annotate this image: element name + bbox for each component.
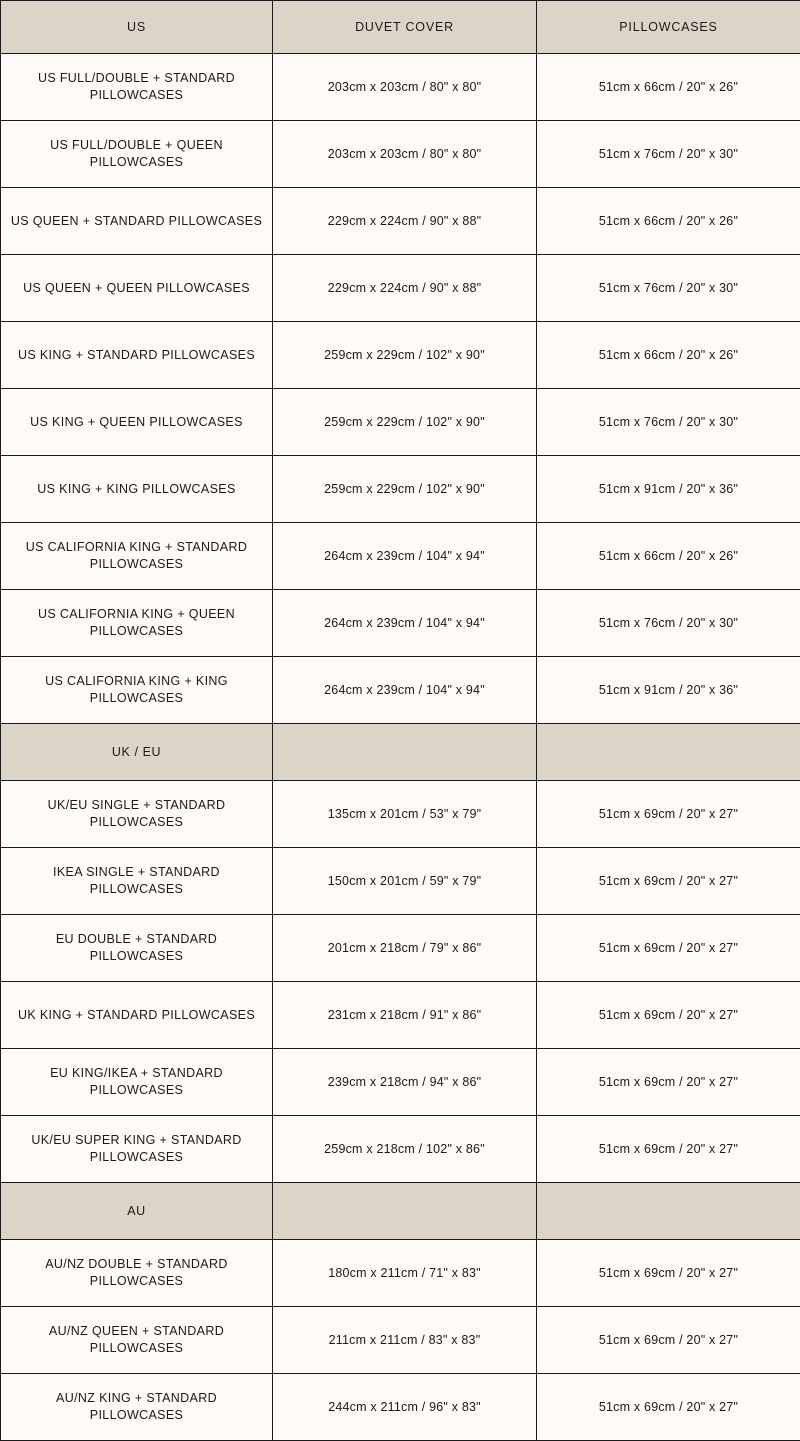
pillowcases-cell: 51cm x 91cm / 20" x 36" (537, 657, 800, 724)
size-name-cell: UK/EU SUPER KING + STANDARD PILLOWCASES (1, 1116, 273, 1183)
table-row (1, 982, 800, 1049)
table-row (1, 1049, 800, 1116)
table-row (1, 1116, 800, 1183)
pillowcases-cell: 51cm x 91cm / 20" x 36" (537, 456, 800, 523)
duvet-cover-cell: 239cm x 218cm / 94" x 86" (273, 1049, 537, 1116)
section-label-cell: AU (1, 1183, 273, 1240)
pillowcases-cell: 51cm x 69cm / 20" x 27" (537, 1240, 800, 1307)
table-row (1, 188, 800, 255)
column-header-duvet: DUVET COVER (273, 1, 537, 54)
table-row (1, 322, 800, 389)
size-name-cell: US CALIFORNIA KING + STANDARD PILLOWCASES (1, 523, 273, 590)
size-name-cell: US KING + STANDARD PILLOWCASES (1, 322, 273, 389)
empty-cell (537, 1183, 800, 1240)
duvet-cover-cell: 259cm x 229cm / 102" x 90" (273, 322, 537, 389)
table-section-row (1, 1183, 800, 1240)
size-name-cell: US KING + KING PILLOWCASES (1, 456, 273, 523)
table-row (1, 1240, 800, 1307)
duvet-cover-cell: 135cm x 201cm / 53" x 79" (273, 781, 537, 848)
pillowcases-cell: 51cm x 69cm / 20" x 27" (537, 781, 800, 848)
duvet-cover-cell: 229cm x 224cm / 90" x 88" (273, 188, 537, 255)
pillowcases-cell: 51cm x 69cm / 20" x 27" (537, 848, 800, 915)
empty-cell (273, 724, 537, 781)
pillowcases-cell: 51cm x 69cm / 20" x 27" (537, 915, 800, 982)
table-row (1, 1374, 800, 1441)
table-row (1, 915, 800, 982)
table-header-row (1, 1, 800, 54)
section-label-cell: UK / EU (1, 724, 273, 781)
size-name-cell: EU KING/IKEA + STANDARD PILLOWCASES (1, 1049, 273, 1116)
size-name-cell: US FULL/DOUBLE + STANDARD PILLOWCASES (1, 54, 273, 121)
pillowcases-cell: 51cm x 76cm / 20" x 30" (537, 389, 800, 456)
duvet-cover-cell: 203cm x 203cm / 80" x 80" (273, 121, 537, 188)
column-header-size: US (1, 1, 273, 54)
duvet-cover-cell: 259cm x 229cm / 102" x 90" (273, 389, 537, 456)
table-row (1, 389, 800, 456)
pillowcases-cell: 51cm x 69cm / 20" x 27" (537, 1049, 800, 1116)
size-name-cell: US KING + QUEEN PILLOWCASES (1, 389, 273, 456)
duvet-cover-cell: 231cm x 218cm / 91" x 86" (273, 982, 537, 1049)
pillowcases-cell: 51cm x 76cm / 20" x 30" (537, 121, 800, 188)
empty-cell (537, 724, 800, 781)
table-row (1, 121, 800, 188)
size-name-cell: US QUEEN + STANDARD PILLOWCASES (1, 188, 273, 255)
pillowcases-cell: 51cm x 76cm / 20" x 30" (537, 590, 800, 657)
size-name-cell: AU/NZ QUEEN + STANDARD PILLOWCASES (1, 1307, 273, 1374)
table-section-row (1, 724, 800, 781)
size-name-cell: US CALIFORNIA KING + QUEEN PILLOWCASES (1, 590, 273, 657)
pillowcases-cell: 51cm x 66cm / 20" x 26" (537, 54, 800, 121)
size-name-cell: IKEA SINGLE + STANDARD PILLOWCASES (1, 848, 273, 915)
duvet-cover-cell: 264cm x 239cm / 104" x 94" (273, 657, 537, 724)
table-row (1, 781, 800, 848)
duvet-cover-cell: 180cm x 211cm / 71" x 83" (273, 1240, 537, 1307)
pillowcases-cell: 51cm x 66cm / 20" x 26" (537, 523, 800, 590)
empty-cell (273, 1183, 537, 1240)
duvet-cover-cell: 264cm x 239cm / 104" x 94" (273, 590, 537, 657)
pillowcases-cell: 51cm x 69cm / 20" x 27" (537, 1307, 800, 1374)
duvet-cover-cell: 211cm x 211cm / 83" x 83" (273, 1307, 537, 1374)
duvet-cover-cell: 229cm x 224cm / 90" x 88" (273, 255, 537, 322)
duvet-cover-cell: 259cm x 218cm / 102" x 86" (273, 1116, 537, 1183)
duvet-cover-cell: 203cm x 203cm / 80" x 80" (273, 54, 537, 121)
pillowcases-cell: 51cm x 69cm / 20" x 27" (537, 1116, 800, 1183)
size-name-cell: UK KING + STANDARD PILLOWCASES (1, 982, 273, 1049)
table-row (1, 54, 800, 121)
pillowcases-cell: 51cm x 69cm / 20" x 27" (537, 982, 800, 1049)
duvet-cover-cell: 150cm x 201cm / 59" x 79" (273, 848, 537, 915)
table-row (1, 590, 800, 657)
duvet-cover-cell: 244cm x 211cm / 96" x 83" (273, 1374, 537, 1441)
duvet-cover-cell: 201cm x 218cm / 79" x 86" (273, 915, 537, 982)
table-row (1, 848, 800, 915)
size-name-cell: EU DOUBLE + STANDARD PILLOWCASES (1, 915, 273, 982)
duvet-cover-cell: 264cm x 239cm / 104" x 94" (273, 523, 537, 590)
column-header-pillowcases: PILLOWCASES (537, 1, 800, 54)
table-row (1, 1307, 800, 1374)
size-chart-body (1, 1, 800, 1441)
duvet-cover-cell: 259cm x 229cm / 102" x 90" (273, 456, 537, 523)
size-name-cell: AU/NZ KING + STANDARD PILLOWCASES (1, 1374, 273, 1441)
pillowcases-cell: 51cm x 69cm / 20" x 27" (537, 1374, 800, 1441)
size-name-cell: US FULL/DOUBLE + QUEEN PILLOWCASES (1, 121, 273, 188)
size-name-cell: AU/NZ DOUBLE + STANDARD PILLOWCASES (1, 1240, 273, 1307)
size-name-cell: UK/EU SINGLE + STANDARD PILLOWCASES (1, 781, 273, 848)
table-row (1, 456, 800, 523)
size-name-cell: US QUEEN + QUEEN PILLOWCASES (1, 255, 273, 322)
pillowcases-cell: 51cm x 66cm / 20" x 26" (537, 188, 800, 255)
table-row (1, 255, 800, 322)
table-row (1, 523, 800, 590)
pillowcases-cell: 51cm x 76cm / 20" x 30" (537, 255, 800, 322)
pillowcases-cell: 51cm x 66cm / 20" x 26" (537, 322, 800, 389)
table-row (1, 657, 800, 724)
size-name-cell: US CALIFORNIA KING + KING PILLOWCASES (1, 657, 273, 724)
